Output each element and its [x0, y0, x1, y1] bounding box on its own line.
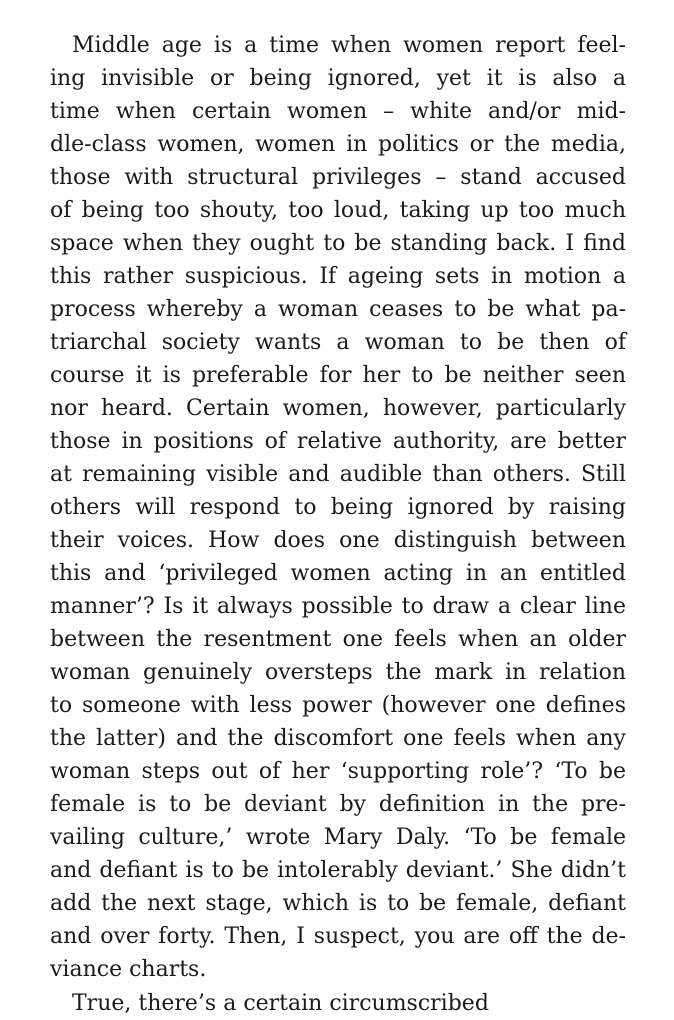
text-line: female is to be deviant by definition in the pre- [50, 792, 626, 817]
text-line: those in positions of relative authority, are better [50, 429, 626, 454]
text-line: to someone with less power (however one defines [50, 693, 626, 718]
text-line: between the resentment one feels when an older [50, 627, 626, 652]
text-line: of being too shouty, too loud, taking up too much [50, 198, 626, 223]
text-line: add the next stage, which is to be female, defiant [50, 891, 626, 916]
body-paragraph [50, 29, 626, 986]
text-line: this and ‘privileged women acting in an entitled [50, 561, 626, 586]
text-line: manner’? Is it always possible to draw a clear line [50, 594, 626, 619]
text-line: viance charts. [50, 957, 207, 982]
text-line: this rather suspicious. If ageing sets in motion a [50, 264, 626, 289]
text-line: ing invisible or being ignored, yet it is also a [50, 66, 626, 91]
text-line: woman genuinely oversteps the mark in relation [50, 660, 626, 685]
text-line: at remaining visible and audible than others. Still [50, 462, 626, 487]
text-line: and over forty. Then, I suspect, you are off the de- [50, 924, 626, 949]
text-line: triarchal society wants a woman to be then of [50, 330, 626, 355]
text-line: others will respond to being ignored by raising [50, 495, 626, 520]
text-line: time when certain women – white and/or mid- [50, 99, 626, 124]
text-line: course it is preferable for her to be neither seen [50, 363, 626, 388]
text-line: woman steps out of her ‘supporting role’? ‘To be [50, 759, 626, 784]
text-line: Middle age is a time when women report feel- [72, 33, 626, 58]
next-paragraph-partial-line: True, there’s a certain circumscribed [72, 991, 489, 1016]
text-line: and defiant is to be intolerably deviant.’ She didn’t [50, 858, 626, 883]
text-line: vailing culture,’ wrote Mary Daly. ‘To be female [50, 825, 626, 850]
text-line: the latter) and the discomfort one feels when any [50, 726, 626, 751]
text-line: process whereby a woman ceases to be what pa- [50, 297, 626, 322]
text-line: dle-class women, women in politics or the media, [50, 132, 626, 157]
text-line: those with structural privileges – stand accused [50, 165, 626, 190]
text-line: space when they ought to be standing back. I find [50, 231, 626, 256]
text-line: their voices. How does one distinguish between [50, 528, 626, 553]
text-line: nor heard. Certain women, however, particularly [50, 396, 626, 421]
